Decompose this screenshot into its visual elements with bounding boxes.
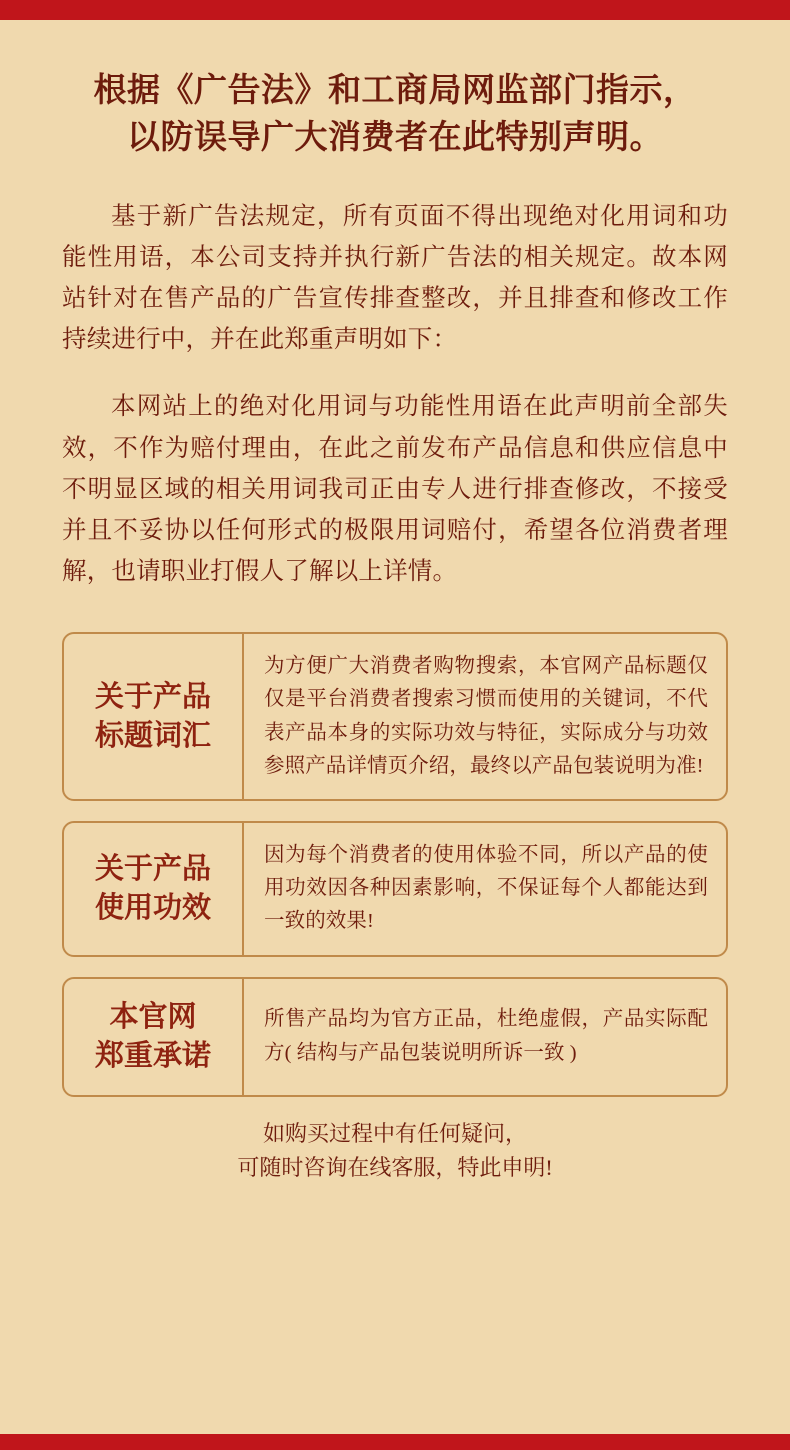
- statement-paragraph-1: 基于新广告法规定，所有页面不得出现绝对化用词和功能性用语，本公司支持并执行新广告法的相关规定。故本网站针对在售产品的广告宣传排查整改，并且排查和修改工作持续进行中，并在此郑重声明如下：: [62, 202, 728, 354]
- card-body: [244, 979, 726, 1095]
- card-title-line-2: 标题词汇: [94, 719, 211, 752]
- card-title: [64, 634, 244, 799]
- statement-card: [62, 821, 728, 957]
- statement-card: [62, 977, 728, 1097]
- page-title-line-2: 以防误导广大消费者在此特别声明。: [127, 119, 663, 156]
- footer-note: [62, 1117, 728, 1185]
- top-accent-bar: [0, 0, 790, 20]
- card-body: [244, 634, 726, 799]
- card-title-line-2: 郑重承诺: [94, 1039, 211, 1072]
- card-title-line-1: 关于产品: [94, 681, 211, 714]
- card-title-line-1: 本官网: [109, 1001, 197, 1034]
- card-body-text: 所售产品均为官方正品，杜绝虚假，产品实际配方( 结构与产品包装说明所诉一致 ): [264, 1008, 708, 1064]
- page-title-line-1: 根据《广告法》和工商局网监部门指示，: [93, 73, 697, 109]
- card-title-line-1: 关于产品: [94, 853, 211, 886]
- card-body: [244, 823, 726, 955]
- statement-paragraph-2: 本网站上的绝对化用词与功能性用语在此声明前全部失效，不作为赔付理由，在此之前发布产品信息和供应信息中不明显区域的相关用词我司正由专人进行排查修改，不接受并且不妥协以任何形式的极限用词赔付，希望各位消费者理解，也请职业打假人了解以上详情。: [62, 393, 728, 585]
- bottom-accent-bar: [0, 1434, 790, 1450]
- card-title: [64, 979, 244, 1095]
- page-title: [62, 68, 728, 162]
- card-body-text: 为方便广大消费者购物搜索，本官网产品标题仅仅是平台消费者搜索习惯而使用的关键词，不代表产品本身的实际功效与特征，实际成分与功效参照产品详情页介绍，最终以产品包装说明为准!: [264, 655, 708, 777]
- footer-line-1: 如购买过程中有任何疑问，: [262, 1120, 527, 1146]
- statement-card-list: [62, 632, 728, 1096]
- statement-content: [0, 20, 790, 1434]
- statement-card: [62, 632, 728, 801]
- card-title: [64, 823, 244, 955]
- card-title-line-2: 使用功效: [94, 891, 211, 924]
- card-body-text: 因为每个消费者的使用体验不同，所以产品的使用功效因各种因素影响，不保证每个人都能达到一致的效果!: [264, 843, 708, 933]
- footer-line-2: 可随时咨询在线客服，特此申明!: [237, 1154, 553, 1180]
